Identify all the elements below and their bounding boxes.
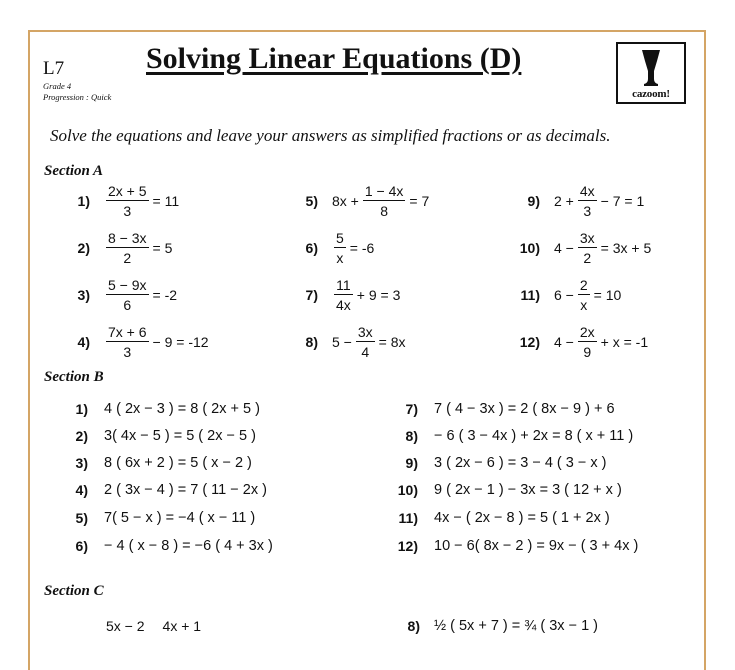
question-number: 11) (520, 287, 540, 303)
equation: 7( 5 − x ) = −4 ( x − 11 ) (104, 510, 256, 526)
fraction (106, 277, 149, 313)
equation-suffix: = 7 (409, 193, 430, 209)
question-number: 9) (527, 193, 540, 209)
fraction (578, 324, 597, 360)
equation-prefix: 2 + (554, 193, 574, 209)
section-a-question-11 (514, 277, 621, 313)
question-number: 10) (397, 482, 418, 498)
section-a-question-5 (292, 183, 429, 219)
section-a-question-12 (514, 324, 648, 360)
fraction-numerator: 2x (579, 324, 595, 340)
fraction (106, 183, 149, 219)
equation-suffix: + x = -1 (600, 334, 649, 350)
equation-suffix: = 5 (152, 240, 173, 256)
question-number: 12) (519, 334, 540, 350)
question-number: 3) (75, 455, 88, 471)
fraction-denominator: x (336, 250, 344, 266)
section-a-question-3 (64, 277, 177, 313)
equation: 4x − ( 2x − 8 ) = 5 ( 1 + 2x ) (434, 510, 610, 526)
equation: 2 ( 3x − 4 ) = 7 ( 11 − 2x ) (104, 482, 267, 498)
question-number: 3) (77, 287, 90, 303)
fraction (334, 277, 353, 313)
section-b-question-5 (62, 510, 255, 526)
fraction (578, 277, 590, 313)
section-b-question-7 (392, 401, 615, 417)
equation-prefix: 5 − (332, 334, 352, 350)
equation: 3 ( 2x − 6 ) = 3 − 4 ( 3 − x ) (434, 455, 607, 471)
question-number: 1) (75, 401, 88, 417)
section-b-question-6 (62, 538, 273, 554)
question-number: 4) (75, 482, 88, 498)
section-b-question-11 (392, 510, 610, 526)
equation-suffix: = 10 (593, 287, 622, 303)
fraction-denominator: 8 (380, 203, 389, 219)
fraction-numerator: 3x (579, 230, 595, 246)
fraction-denominator: 4x (336, 297, 351, 313)
fraction-numerator: 2 (579, 277, 588, 293)
equation-suffix: = 8x (378, 334, 406, 350)
instructions: Solve the equations and leave your answers as simplified fractions or as decimals. (50, 126, 611, 145)
fraction-numerator: 7x + 6 (108, 324, 147, 340)
question-number: 7) (305, 287, 318, 303)
section-c-question-8 (396, 618, 598, 634)
section-b-question-2 (62, 428, 256, 444)
page-title: Solving Linear Equations (D) (146, 42, 522, 75)
section-b-question-9 (392, 455, 606, 471)
equation-suffix: = 3x + 5 (600, 240, 652, 256)
fraction (578, 230, 597, 266)
fraction-numerator: 5x − 2 (106, 618, 145, 634)
section-b-heading: Section B (44, 369, 104, 385)
progression-label: Progression : Quick (43, 92, 112, 102)
section-b-question-8 (392, 428, 633, 444)
fraction-denominator: 3 (583, 203, 592, 219)
question-number: 5) (75, 510, 88, 526)
question-number: 1) (77, 193, 90, 209)
fraction-numerator: 4x + 1 (162, 618, 202, 634)
equation-prefix: 4 − (554, 334, 574, 350)
section-a-question-8 (292, 324, 406, 360)
logo-text: cazoom! (632, 88, 670, 100)
equation-prefix: 6 − (554, 287, 574, 303)
fraction-numerator: 1 − 4x (364, 183, 404, 199)
question-number: 2) (75, 428, 88, 444)
fraction (106, 324, 149, 360)
question-number: 5) (305, 193, 318, 209)
level-label: L7 (43, 58, 65, 79)
fraction-numerator: 3x (357, 324, 373, 340)
question-number: 10) (519, 240, 540, 256)
equation: 4 ( 2x − 3 ) = 8 ( 2x + 5 ) (104, 401, 260, 417)
fraction-denominator: x (580, 297, 588, 313)
fraction-numerator: 5 − 9x (108, 277, 147, 293)
fraction (106, 230, 149, 266)
question-number: 8) (407, 618, 420, 634)
equation: ½ ( 5x + 7 ) = ¾ ( 3x − 1 ) (434, 618, 599, 634)
fraction-denominator: 3 (123, 203, 132, 219)
equation-prefix: 8x + (332, 193, 359, 209)
equation-suffix: = -6 (349, 240, 375, 256)
equation: 10 − 6( 8x − 2 ) = 9x − ( 3 + 4x ) (434, 538, 639, 554)
section-b-question-12 (392, 538, 638, 554)
section-c-heading: Section C (44, 583, 104, 599)
section-b-question-3 (62, 455, 252, 471)
fraction (363, 183, 406, 219)
fraction-denominator: 3 (123, 344, 132, 360)
fraction (578, 183, 597, 219)
section-a-question-10 (514, 230, 651, 266)
question-number: 9) (405, 455, 418, 471)
equation-prefix: 4 − (554, 240, 574, 256)
fraction-denominator: 6 (123, 297, 132, 313)
fraction-denominator: 2 (123, 250, 132, 266)
section-b-question-4 (62, 482, 267, 498)
logo-mark-icon (640, 49, 662, 87)
section-b-question-1 (62, 401, 260, 417)
fraction-numerator: 2x + 5 (108, 183, 147, 199)
question-number: 8) (405, 428, 418, 444)
equation: − 4 ( x − 8 ) = −6 ( 4 + 3x ) (104, 538, 273, 554)
equation: − 6 ( 3 − 4x ) + 2x = 8 ( x + 11 ) (434, 428, 634, 444)
equation-suffix: + 9 = 3 (356, 287, 401, 303)
question-number: 7) (405, 401, 418, 417)
section-c-question-1-partial (106, 618, 201, 634)
equation-suffix: − 7 = 1 (600, 193, 645, 209)
fraction-numerator: 11 (336, 277, 351, 293)
question-number: 6) (75, 538, 88, 554)
fraction-denominator: 9 (583, 344, 592, 360)
section-a-question-1 (64, 183, 179, 219)
section-a-question-4 (64, 324, 209, 360)
grade-label: Grade 4 (43, 81, 72, 91)
section-a-question-9 (514, 183, 644, 219)
section-a-question-6 (292, 230, 374, 266)
equation-suffix: − 9 = -12 (152, 334, 209, 350)
equation: 9 ( 2x − 1 ) − 3x = 3 ( 12 + x ) (434, 482, 622, 498)
fraction-numerator: 8 − 3x (108, 230, 147, 246)
question-number: 12) (397, 538, 418, 554)
section-a-question-2 (64, 230, 172, 266)
question-number: 2) (77, 240, 90, 256)
equation-suffix: = -2 (152, 287, 178, 303)
section-b-question-10 (392, 482, 622, 498)
fraction-denominator: 2 (583, 250, 592, 266)
fraction (334, 230, 346, 266)
question-number: 4) (77, 334, 90, 350)
question-number: 8) (305, 334, 318, 350)
question-number: 6) (305, 240, 318, 256)
fraction-denominator: 4 (361, 344, 370, 360)
section-a-question-7 (292, 277, 400, 313)
equation-suffix: = 11 (152, 193, 180, 209)
section-a-heading: Section A (44, 163, 104, 179)
equation: 7 ( 4 − 3x ) = 2 ( 8x − 9 ) + 6 (434, 401, 615, 417)
question-number: 11) (398, 510, 418, 526)
fraction (356, 324, 375, 360)
fraction-numerator: 4x (579, 183, 595, 199)
equation: 3( 4x − 5 ) = 5 ( 2x − 5 ) (104, 428, 256, 444)
fraction-numerator: 5 (336, 230, 344, 246)
cazoom-logo (616, 42, 686, 104)
equation: 8 ( 6x + 2 ) = 5 ( x − 2 ) (104, 455, 252, 471)
